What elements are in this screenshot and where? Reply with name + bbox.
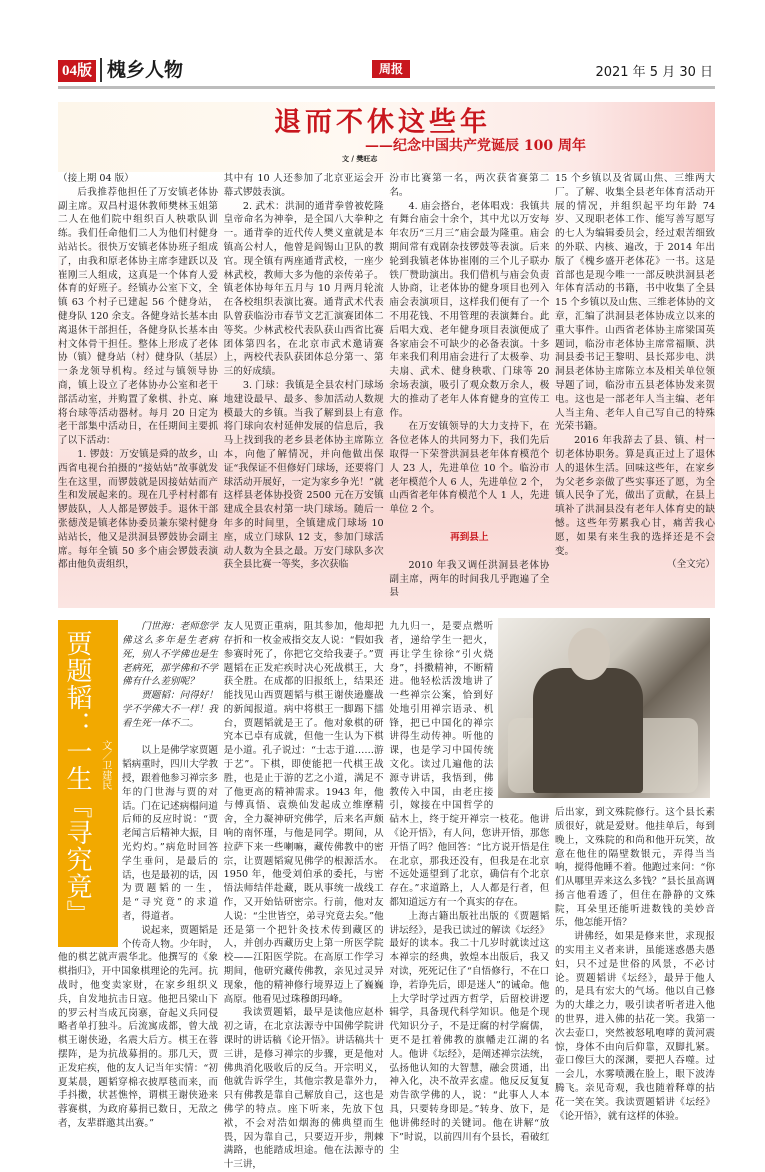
paragraph: 汾市比赛第一名，两次获省赛第二名。	[389, 173, 550, 198]
subheading: 再到县上	[450, 531, 489, 543]
header-divider	[58, 86, 715, 89]
page-body	[58, 172, 715, 1172]
article2-column-2	[224, 620, 384, 1172]
title-box	[58, 620, 118, 947]
issue-date: 2021 年 5 月 30 日	[595, 65, 713, 80]
quote-answer: 贾题韬：问得好！学不学佛大不一样！我看生死一体不二。	[122, 690, 218, 729]
article2-byline: 文／卫建民	[99, 740, 111, 791]
paragraph: 讲佛经，如果是修来世，求现报的实用主义者来讲，虽能迷惑愚夫愚妇，只不过是世俗的风景，不必讨论。贾题韬讲《坛经》，最异于他人的，是具有宏大的气场。他以自己修为的大雄之力，吸引读者听者进入他的世界，进入佛的拈花一笑。我第一次去壶口，突然被怒吼咆哮的黄河震惊，身体不由向后仰靠，双脚扎紧。壶口像巨大的深渊，要把人吞噬。过一会儿，水雾喷溅在脸上，眼下波涛腾飞。亲见奇观，我也随着释尊的拈花一笑在笑。我读贾题韬讲《坛经》《论开悟》，就有这样的体验。	[554, 931, 715, 1122]
paragraph: 后出家，到文殊院修行。这个县长素质很好，就是爱财。他挂单后，每到晚上，文殊院的和尚和他开玩笑，故意在他住的隔壁数银元，弄得当当响，搅得他睡不着。他跑过来问：“你们从哪里弄来这么多钱？”县长虽高调扬言他看透了，但住在静静的文殊院，耳朵里还能听进数钱的美妙音乐，他怎能开悟？	[554, 807, 715, 929]
paragraph: 九九归一，是要点燃听者，递给学生一把火，再让学生徐徐“引火烧身”，抖擞精神，不断精进。他轻松活泼地讲了一些禅宗公案，恰到好处地引用禅宗语录、机锋，把已中国化的禅宗讲得生动传神。听他的课，也是学习中国传统文化。读过几遍他的法源寺讲话，我悟到，佛教传入中国，由老庄接引，嫁接在中国哲学的砧木上，终于绽开禅宗一枝花。他讲《论开悟》，有人问，您讲开悟，那您开悟了吗？他回答：“比方说开悟是住在北京，那我还没有，但我是在北京不远处遥望到了北京，确信有个北京存在。”求道路上，人人都是行者，但都知道远方有一个真实的存在。	[389, 621, 550, 909]
article-byline: 文 / 樊旺志	[342, 154, 378, 163]
article2-column-1	[58, 620, 218, 1131]
paragraph: 以上是佛学家贾题韬病重时，四川大学教授，跟着他参习禅宗多年的门世海与贾的对话。门在记述病榻问道后师的反应时说：“贾老闻言后精神大振，目光灼灼。”病危时回答学生垂问，是最后的话，也是最初的话，因为贾题韬的一生，是“寻究竟”的求道者，得道者。	[122, 745, 218, 923]
paragraph: 3. 门球：我镇是全县农村门球场地建设最早、最多、参加活动人数规模最大的乡镇。当我了解到县上有意将门球向农村延伸发展的信息后，我马上找到我的老乡县老体协主席陈立本，向他了解情况，并向他做出保证“我保证不但修好门球场，还要将门球活动开展好，一定为家乡争光！”就这样县老体协投资 2500 元在万安镇建成全县农村第一块门球场。随后一年多的时间里，全镇建成门球场 10 座，成立门球队 12 支，参加门球活动人数为全县之最。万安门球队多次获全县比赛一等奖，多次获临	[223, 379, 384, 571]
continued-note: （接上期 04 版）	[58, 173, 134, 184]
article1-column-2	[224, 172, 384, 572]
paragraph: 2016 年我辞去了县、镇、村一切老体协职务。算是真正过上了退休人的退休生活。回味这些年，在家乡为父老乡亲做了些实事还了愿，为全镇人民争了光，做出了贡献，在县上填补了洪洞县没有老年人体育史的缺憾。这些年劳累我心甘，痛苦我心愿，如果有来生我的选择还是不会变。	[554, 435, 715, 557]
edition-badge: 04版	[58, 60, 96, 82]
article1-column-1	[58, 172, 218, 572]
newspaper-logo: 周报	[372, 60, 410, 78]
end-mark: （全文完）	[667, 559, 715, 571]
paragraph: 其中有 10 人还参加了北京亚运会开幕式锣鼓表演。	[223, 173, 384, 198]
paragraph: 说起来，贾题韬是个传奇人物。少年时，他的棋艺就声震华北。他撰写的《象棋指归》，开中国象棋理论的先河。抗战时，他变卖家财，在家乡组织义兵，自发地抗击日寇。他把吕梁山下的罗云村当成瓦岗寨，奋起义兵同侵略者单打独斗。后流寓成都，曾大战棋王谢侠逊，名震大后方。棋王在蓉摆阵，是为抗战募捐的。那几天，贾正发疟疾，他的友人记当年实情：“初夏某晨，题韬穿棉衣披厚毯而来，而手抖擞，状甚憔悴，谓棋王谢侠逊来蓉赛棋，为政府募捐已数日，无敌之者，友辈群邀其出赛。”	[58, 924, 218, 1129]
paragraph: 我读贾题韬，最早是读他应赵朴初之请，在北京法源寺中国佛学院讲课时的讲话稿《论开悟》。讲话稿共十三讲，是修习禅宗的步骤，更是他对佛典消化吸收后的反刍。开宗明义，他就告诉学生，其他宗教是靠外力，只有佛教是靠自己解放自己，这也是佛学的特点。座下听来，先放下包袱，不会对浩如烟海的佛典望而生畏，因为靠自己，只要迈开步，荆棘满路，也能踏成坦途。他在法源寺的十三讲，	[223, 1007, 384, 1171]
paragraph: 2. 武术：洪洞的通背拳曾被乾隆皇帝命名为神拳，是全国八大拳种之一。通背拳的近代传人樊义童就是本镇高公村人，他曾是阎锡山卫队的教官。现全镇有两座通背武校，一座少林武校，教师大多为他的亲传弟子。镇老体协每年五月与 10 月两月轮流在各校组织表演比赛。通背武术代表队曾获临汾市春节文艺汇演赛团体二等奖。少林武校代表队获山西省比赛团体第四名，在北京市武术邀请赛上，两校代表队获团体总分第一、第三的好成绩。	[223, 200, 384, 378]
paragraph: 2010 年我又调任洪洞县老体协副主席，两年的时间我几乎跑遍了全县	[389, 559, 550, 599]
article1	[58, 172, 715, 608]
paragraph: 在万安镇领导的大力支持下，在各位老体人的共同努力下，我们先后取得一下荣誉洪洞县老年体育模范个人 23 人，先进单位 10 个。临汾市老年模范个人 6 人，先进单位 2 个，山西省老年体育模范个人 1 人，先进单位 2 个。	[389, 421, 550, 516]
paragraph: 上海古籍出版社出版的《贾题韬讲坛经》，是我已读过的解读《坛经》最好的读本。我二十几岁时就读过这本禅宗的经典，敦煌本出版后，我又对读，死死记住了“自悟修行，不在口诤，若诤先后，即是迷人”的诫命。他上大学时学过西方哲学，后留校讲逻辑学，具备现代科学知识。他是个现代知识分子，不是迂腐的村学腐儒，更不是扛着佛教的旗幡走江湖的名人。他讲《坛经》，是阐述禅宗法统，弘扬他认知的大智慧，融会贯通，出神入化，决不故弄玄虚。他反反复复劝告欲学佛的人，说：“此事人人本具，只要转身即是。”转身、放下，是他讲佛经时的关键词。他在讲解“放下”时说，以前四川有个县长，看破红尘	[389, 910, 550, 1157]
section-title: 槐乡人物	[100, 58, 183, 82]
article2	[58, 620, 715, 1172]
article1-column-3	[389, 172, 549, 600]
quote-question: 门世海：老师您学佛这么多年是生老病死，别人不学佛也是生老病死，那学佛和不学佛有什么差别呢？	[122, 621, 218, 688]
portrait-photo	[498, 618, 710, 798]
paragraph: 15 个乡镇以及省属山焦、三维两大厂。了解、收集全县老年体育活动开展的情况，并组织起平均年龄 74 岁、又现职老体工作、能写善写愿写的七人为编辑委员会，经过艰苦细致的外联、内核、遍改，于 2014 年出版了《槐乡盛开老体花》一书。这是首部也是现今唯一一部反映洪洞县老年体育活动的书籍，书中收集了全县 15 个乡镇以及山焦、三维老体协的文章，汇编了洪洞县老体协成立以来的重大事件。山西省老体协主席梁国英题词，临汾市老体协主席常福顺、洪洞县委书记王黎明、县长郑步电、洪洞县老体协主席陈立本及相关单位领导题了词，临汾市五县老体协发来贺电。这也是一部老年人当主编、老年人当主角、老年人自己写自己的特殊光荣书籍。	[554, 173, 715, 433]
article-subtitle: ——纪念中国共产党诞辰 100 周年	[365, 138, 586, 154]
paragraph: 1. 锣鼓：万安镇是舜的故乡，山西省电视台拍摄的“接姑姑”故事就发生在这里，而锣鼓就是因接姑姑而产生和发展起来的。现在几乎村村都有锣鼓队，人人都是锣鼓手。退休干部张德茂是镇老体协委员兼东梁村健身站站长，他又是洪洞县锣鼓协会副主席。每年全镇 50 多个庙会锣鼓表演都由他负责组织，	[58, 448, 218, 571]
article1-column-4	[555, 172, 715, 572]
paragraph: 友人见贾正重病，阻其参加，他却把存折和一枚金戒指交友人说：“假如我参赛时死了，你把它交给我妻子。”贾题韬在正发疟疾时决心死战棋王，大获全胜。在成都的旧报纸上，结果还能找见山西贾题韬与棋王谢侠逊鏖战的新闻报道。病中将棋王一脚踢下擂台，贾题韬就是王了。他对象棋的研究本已卓有成就，但他一生认为下棋是小道。孔子说过：“士志于道……游于艺”。下棋，即使能把一代棋王战胜，也是止于游的艺之小道，满足不了他更高的精神需求。1943 年，他与傅真悟、袁焕仙发起成立维摩精舍，全力凝神研究佛学，后来名声颇响的南怀瑾，与他是同学。期间，从拉萨下来一些喇嘛，藏传佛教中的密宗，让贾题韬窥见佛学的根源活水。1950 年，他受刘伯承的委托，与密悟法师结伴赴藏，既从事统一战线工作，又开始钻研密宗。行前，他对友人说：“尘世皆空，弟寻究竟去矣。”他还是第一个把针灸技术传到藏区的人，并创办西藏历史上第一所医学院校——江阳医学院。在高原工作学习期间，他研究藏传佛教，亲见过灵异现象，他的精神修行境界迈上了巍巍高原。他看见过珠穆朗玛峰。	[223, 621, 384, 1005]
article-title: 退而不休这些年	[274, 107, 491, 138]
paragraph: 后我推荐他担任了万安镇老体协副主席。双昌村退休教师樊林玉姐第二人在他们院中组织百人秧歌队训练。我们任命他们二人为他们村健身站站长。很快万安镇老体协班子组成了，由我和原老体协主席李建跃以及崔刚三人组成，这真是一个体育人爱体育的好班子。经镇办公室下文，全镇 63 个村子已建起 56 个健身站，健身队 120 余支。各健身站长基本由离退休干部担任，各健身队长基本由村文体骨干担任。整体上形成了老体协（镇）健身站（村）健身队（基层）一条龙领导机构。经过与镇领导协商，镇上设立了老体协办公室和老干部活动室，并购置了象棋、扑克、麻将台球等活动器材。每月 20 日定为老干部集中活动日，在任期间主要抓了以下活动：	[58, 186, 218, 447]
paragraph: 4. 庙会搭台，老体唱戏：我镇共有舞台庙会十余个，其中尤以万安每年农历“三月三”庙会最为隆重。庙会期间常有戏剧杂技锣鼓等表演。后来轮到我镇老体协崔刚的三个儿子联办铁厂赞助演出。我们借机与庙会负责人协商，让老体协的健身项目也列入庙会表演项目，这样我们便有了一个不用花钱、不用管理的表演舞台。此后唱大戏、老年健身项目表演便成了各家庙会不可缺少的必备表演。十多年来我们利用庙会进行了太极拳、功夫扇、武术、健身秧歌、门球等 20 余场表演，吸引了观众数万余人，极大的推动了老年人体育健身的宣传工作。	[389, 200, 550, 419]
article2-title: 贾题韬：一生『寻究竟』	[62, 630, 92, 928]
